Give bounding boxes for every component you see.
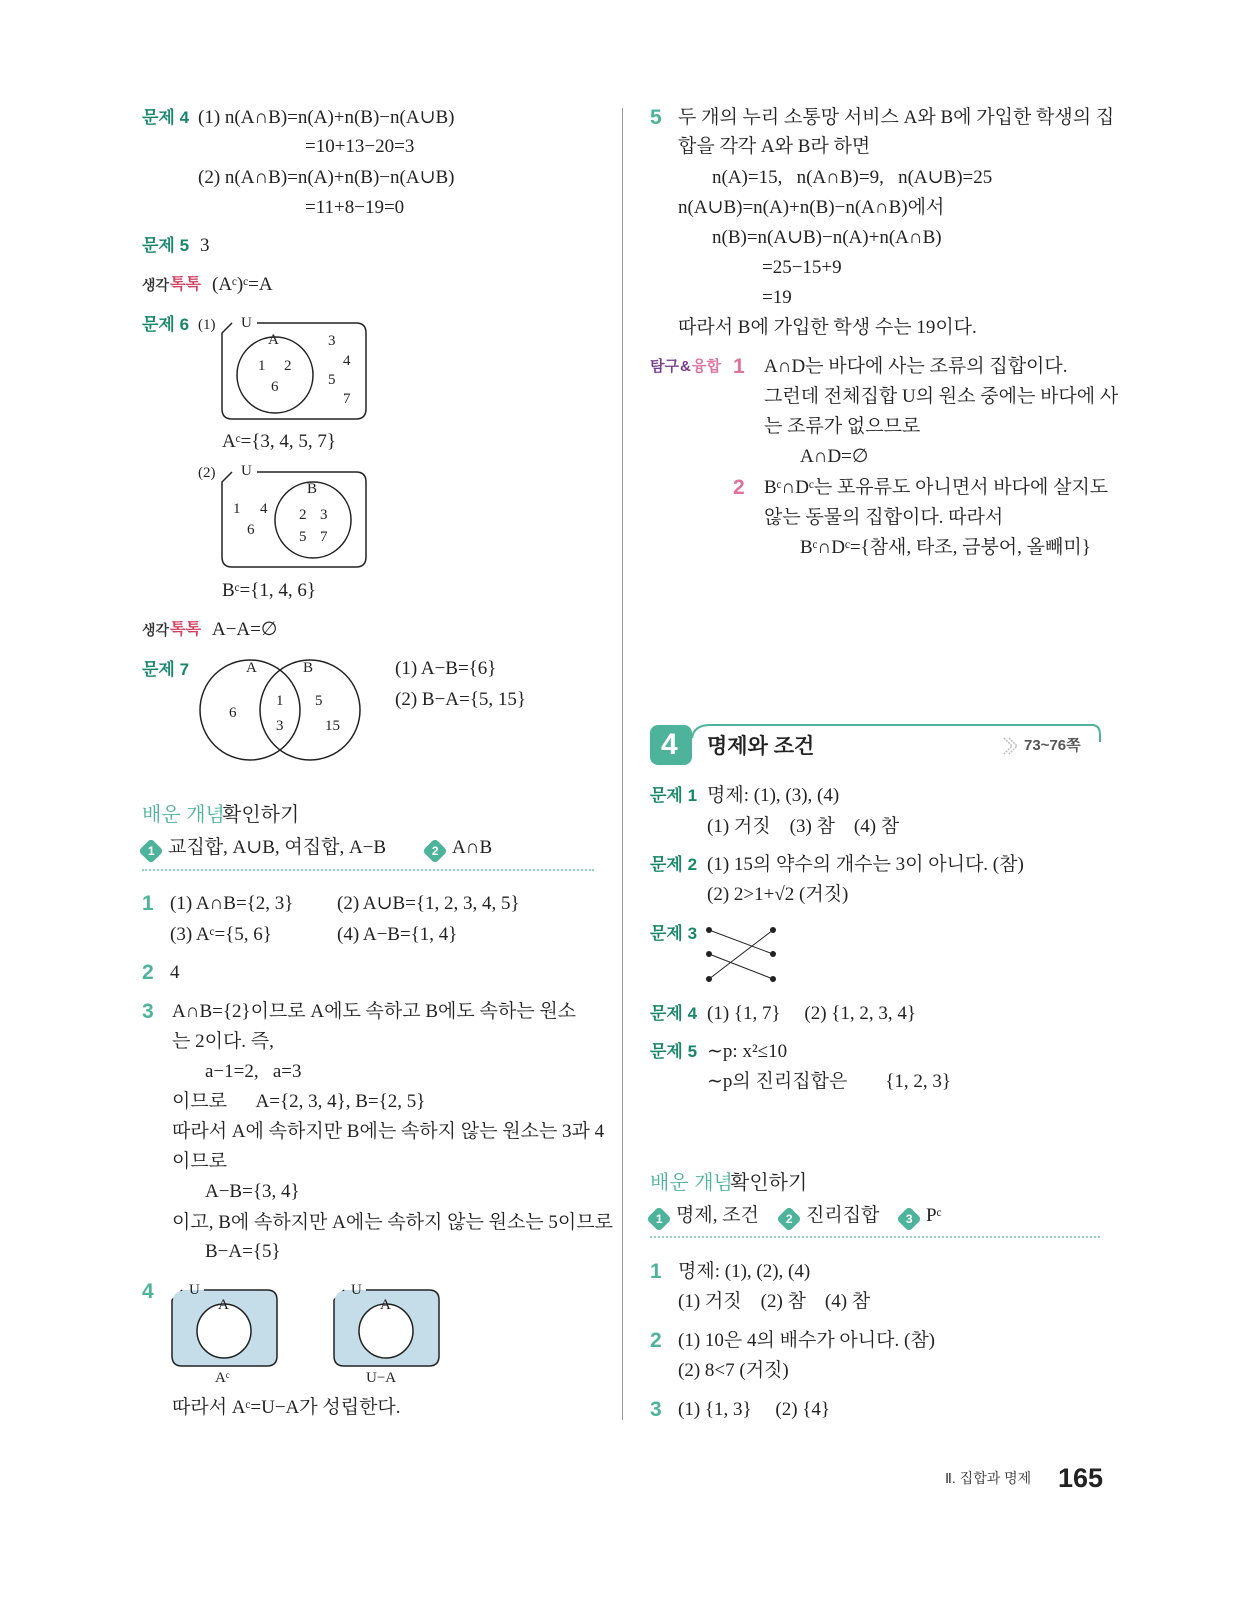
venn-element: 2 <box>299 507 307 523</box>
venn-element: 3 <box>276 718 284 734</box>
problem-label: 문제 3 <box>650 924 698 943</box>
question-number: 2 <box>142 961 154 984</box>
answer-line: A−B={3, 4} <box>205 1181 300 1202</box>
answer-line: =11+8−19=0 <box>305 197 405 218</box>
answer-line: ∼p: x²≤10 <box>707 1041 788 1062</box>
part-label: (1) <box>198 317 216 333</box>
answer-line: 는 2이다. 즉, <box>172 1031 274 1052</box>
venn-label: A <box>218 1297 229 1313</box>
review-title: 확인하기 <box>222 804 300 826</box>
answer-line: 합을 각각 A와 B라 하면 <box>678 136 871 157</box>
problem-label: 문제 4 <box>142 108 190 127</box>
venn-label: U <box>241 463 252 479</box>
problem-label: 문제 5 <box>650 1042 698 1061</box>
venn-diagram-b-complement <box>222 472 366 567</box>
answer-line: 따라서 A에 속하지만 B에는 속하지 않는 원소는 3과 4 <box>172 1121 605 1142</box>
answer-line: (2) B−A={5, 15} <box>395 689 526 710</box>
venn-caption: Aᶜ <box>215 1370 230 1386</box>
answer-line: 두 개의 누리 소통망 서비스 A와 B에 가입한 학생의 집 <box>678 107 1115 128</box>
venn-element: 15 <box>325 718 340 734</box>
answer-line: Bᶜ={1, 4, 6} <box>222 580 316 601</box>
answer-line: 그런데 전체집합 U의 원소 중에는 바다에 사 <box>764 386 1119 407</box>
answer-line: (1) 10은 4의 배수가 아니다. (참) <box>678 1330 935 1351</box>
concept-text: 명제, 조건 <box>676 1205 759 1226</box>
think-label: 생각 <box>142 622 170 638</box>
footer-chapter: Ⅱ. 집합과 명제 <box>945 1470 1032 1486</box>
explore-label: 탐구 <box>650 358 679 375</box>
think-label: 톡톡 <box>170 621 201 638</box>
question-number: 2 <box>650 1329 662 1352</box>
question-number: 3 <box>650 1398 662 1421</box>
venn-element: 3 <box>328 333 336 349</box>
think-label: 생각 <box>142 277 170 293</box>
venn-element: 1 <box>258 358 266 374</box>
concept-text: 교집합, A∪B, 여집합, A−B <box>168 837 387 858</box>
problem-label: 문제 5 <box>142 236 190 255</box>
answer-line: (2) A∪B={1, 2, 3, 4, 5} <box>337 893 520 914</box>
review-title: 배운 개념 <box>650 1172 733 1194</box>
question-number: 3 <box>142 1000 154 1023</box>
venn-label: U <box>241 315 252 331</box>
answer-line: (1) A∩B={2, 3} <box>170 893 294 914</box>
question-number: 1 <box>142 892 154 915</box>
answer-line: Bᶜ∩Dᶜ는 포유류도 아니면서 바다에 살지도 <box>764 477 1109 498</box>
venn-label: U <box>189 1282 200 1298</box>
venn-element: 3 <box>320 507 328 523</box>
matching-diagram <box>706 927 776 982</box>
answer-line: 명제: (1), (2), (4) <box>678 1261 811 1282</box>
venn-diagram-shaded <box>172 1290 439 1366</box>
numbered-diamond-icon: 2 <box>776 1206 801 1231</box>
answer-line: (1) {1, 3} (2) {4} <box>678 1399 831 1420</box>
venn-element: 7 <box>320 529 328 545</box>
answer-line: 명제: (1), (3), (4) <box>707 785 840 806</box>
question-number: 5 <box>650 106 662 129</box>
venn-element: 6 <box>247 522 255 538</box>
answer-line: (4) A−B={1, 4} <box>337 924 458 945</box>
concept-item <box>426 837 492 860</box>
venn-element: 1 <box>276 693 284 709</box>
answer-line: n(A∪B)=n(A)+n(B)−n(A∩B)에서 <box>678 197 945 218</box>
question-number: 1 <box>650 1260 662 1283</box>
explore-label: & <box>680 358 691 375</box>
numbered-diamond-icon: 2 <box>422 838 447 863</box>
answer-line: Bᶜ∩Dᶜ={참새, 타조, 금붕어, 올빼미} <box>800 537 1091 558</box>
venn-label: U <box>351 1282 362 1298</box>
question-number: 1 <box>733 355 745 378</box>
think-label: 톡톡 <box>170 276 201 293</box>
answer-line: 이고, B에 속하지만 A에는 속하지 않는 원소는 5이므로 <box>172 1212 613 1233</box>
concept-item <box>650 1205 759 1228</box>
concept-item <box>780 1205 879 1228</box>
answer-line: (1) n(A∩B)=n(A)+n(B)−n(A∪B) <box>198 107 455 128</box>
answer-line: a−1=2, a=3 <box>205 1061 302 1082</box>
answer-line: (Aᶜ)ᶜ=A <box>212 274 273 295</box>
part-label: (2) <box>198 465 216 481</box>
problem-label: 문제 4 <box>650 1004 698 1023</box>
venn-element: 2 <box>284 358 292 374</box>
answer-line: ∼p의 진리집합은 {1, 2, 3} <box>707 1071 952 1092</box>
venn-label: A <box>380 1297 391 1313</box>
concept-text: A∩B <box>452 837 493 858</box>
answer-line: 따라서 Aᶜ=U−A가 성립한다. <box>172 1397 401 1418</box>
answer-line: n(A)=15, n(A∩B)=9, n(A∪B)=25 <box>712 167 993 188</box>
answer-line: A−A=∅ <box>212 619 278 640</box>
answer-line: B−A={5} <box>205 1241 281 1262</box>
answer-line: A∩B={2}이므로 A에도 속하고 B에도 속하는 원소 <box>172 1001 577 1022</box>
venn-element: 6 <box>229 705 237 721</box>
answer-line: (1) 거짓 (2) 참 (4) 참 <box>678 1291 871 1312</box>
answer-line: (2) n(A∩B)=n(A)+n(B)−n(A∪B) <box>198 167 455 188</box>
answer-line: =25−15+9 <box>762 257 842 278</box>
answer-line: (1) 거짓 (3) 참 (4) 참 <box>707 816 900 837</box>
venn-label: B <box>303 660 314 676</box>
answer-line: 는 조류가 없으므로 <box>764 416 921 437</box>
answer-line: A∩D는 바다에 사는 조류의 집합이다. <box>764 356 1068 377</box>
venn-element: 6 <box>271 379 279 395</box>
concept-text: 진리집합 <box>806 1205 880 1226</box>
answer-line: 따라서 B에 가입한 학생 수는 19이다. <box>678 317 977 338</box>
review-title: 확인하기 <box>730 1172 808 1194</box>
page-number: 165 <box>1058 1463 1104 1493</box>
answer-line: 이므로 A={2, 3, 4}, B={2, 5} <box>172 1091 426 1112</box>
concept-item <box>900 1205 941 1228</box>
answer-line: 3 <box>200 235 210 256</box>
venn-element: 5 <box>299 529 307 545</box>
problem-label: 문제 7 <box>142 660 190 679</box>
venn-element: 5 <box>315 693 323 709</box>
problem-label: 문제 6 <box>142 315 190 334</box>
question-number: 2 <box>733 476 745 499</box>
answer-line: (1) A−B={6} <box>395 658 497 679</box>
answer-line: =10+13−20=3 <box>305 136 415 157</box>
answer-line: (1) 15의 약수의 개수는 3이 아니다. (참) <box>707 854 1024 875</box>
answer-line: =19 <box>762 287 792 308</box>
venn-element: 7 <box>343 391 351 407</box>
numbered-diamond-icon: 1 <box>138 838 163 863</box>
question-number: 4 <box>142 1280 154 1303</box>
numbered-diamond-icon: 1 <box>646 1206 671 1231</box>
answer-line: A∩D=∅ <box>800 446 869 467</box>
venn-element: 4 <box>343 353 351 369</box>
problem-label: 문제 2 <box>650 855 698 874</box>
section-pages: 73~76쪽 <box>1024 737 1081 754</box>
venn-element: 4 <box>260 501 268 517</box>
venn-label: B <box>307 481 318 497</box>
venn-label: A <box>268 332 279 348</box>
problem-label: 문제 1 <box>650 786 698 805</box>
concept-item <box>142 837 386 860</box>
numbered-diamond-icon: 3 <box>896 1206 921 1231</box>
review-title: 배운 개념 <box>142 804 225 826</box>
answer-line: Aᶜ={3, 4, 5, 7} <box>222 431 337 452</box>
venn-label: A <box>246 660 257 676</box>
answer-line: (2) 2>1+√2 (거짓) <box>707 884 849 905</box>
answer-line: 않는 동물의 집합이다. 따라서 <box>764 507 1004 528</box>
venn-element: 5 <box>328 372 336 388</box>
section-number: 4 <box>661 728 678 761</box>
answer-line: (1) {1, 7} (2) {1, 2, 3, 4} <box>707 1003 917 1024</box>
section-title: 명제와 조건 <box>707 735 815 758</box>
concept-text: Pᶜ <box>926 1205 942 1226</box>
answer-line: 이므로 <box>172 1151 228 1172</box>
venn-element: 1 <box>233 501 241 517</box>
answer-line: n(B)=n(A∪B)−n(A)+n(A∩B) <box>712 227 942 248</box>
chevron-icon <box>1004 738 1017 754</box>
explore-label: 융합 <box>692 358 721 375</box>
venn-caption: U−A <box>366 1370 397 1386</box>
answer-line: 4 <box>170 962 180 983</box>
answer-line: (2) 8<7 (거짓) <box>678 1360 789 1381</box>
answer-line: (3) Aᶜ={5, 6} <box>170 924 272 945</box>
